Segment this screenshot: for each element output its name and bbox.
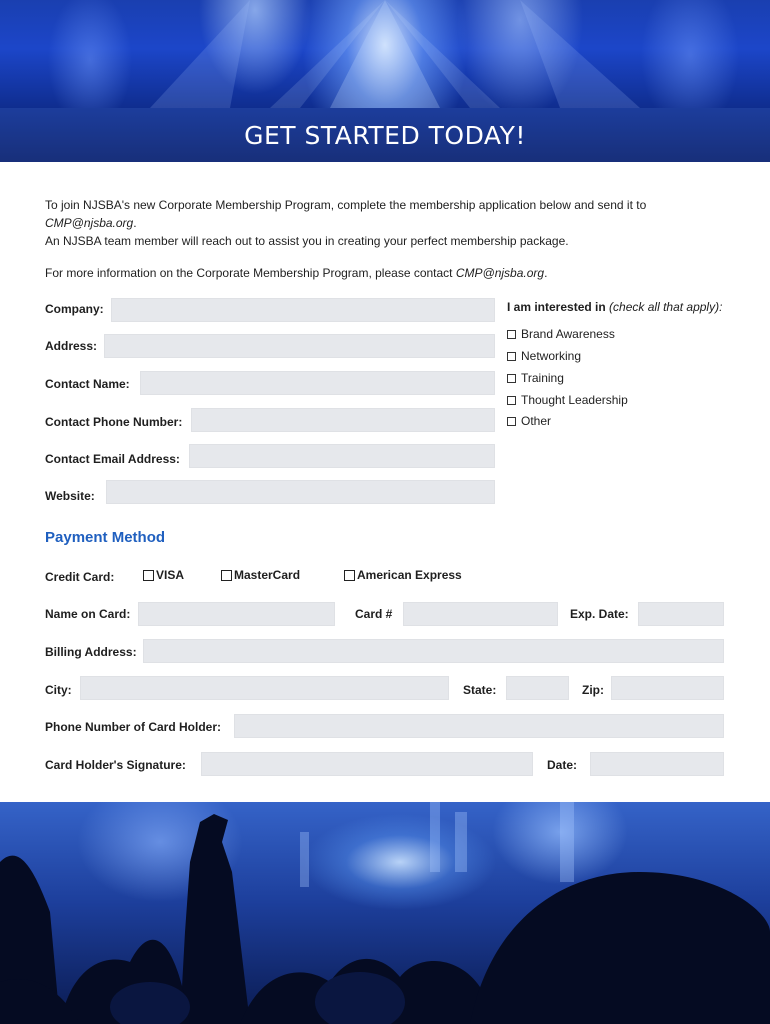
contact-email-field[interactable] — [189, 444, 495, 468]
checkbox-icon[interactable] — [507, 330, 516, 339]
interest-option-label: Brand Awareness — [521, 327, 615, 341]
company-label: Company: — [45, 302, 104, 316]
checkbox-icon[interactable] — [143, 570, 154, 581]
holder-phone-field[interactable] — [234, 714, 724, 738]
crowd-silhouette-graphic — [0, 802, 770, 1024]
interests-heading-note: (check all that apply): — [609, 300, 723, 314]
card-option-mastercard[interactable] — [221, 568, 300, 582]
checkbox-icon[interactable] — [507, 352, 516, 361]
interest-option-networking[interactable] — [507, 349, 581, 363]
website-label: Website: — [45, 489, 95, 503]
interest-option-label: Thought Leadership — [521, 393, 628, 407]
hero-image — [0, 0, 770, 108]
page-title: GET STARTED TODAY! — [244, 120, 526, 150]
intro-paragraph-2 — [45, 264, 735, 282]
contact-name-field[interactable] — [140, 371, 495, 395]
city-label: City: — [45, 683, 72, 697]
city-field[interactable] — [80, 676, 449, 700]
interest-option-brand-awareness[interactable] — [507, 327, 615, 341]
interest-option-label: Training — [521, 371, 564, 385]
signature-label: Card Holder's Signature: — [45, 758, 186, 772]
intro-line2-text: An NJSBA team member will reach out to assist you in creating your perfect membership package. — [45, 234, 569, 248]
billing-address-field[interactable] — [143, 639, 724, 663]
intro-line1-suffix: . — [133, 216, 137, 230]
interest-option-label: Other — [521, 414, 552, 428]
interests-heading — [507, 300, 722, 314]
contact-email-link[interactable]: CMP@njsba.org — [455, 266, 545, 280]
holder-phone-label: Phone Number of Card Holder: — [45, 720, 222, 734]
intro-line3-suffix: . — [544, 266, 548, 280]
date-label: Date: — [547, 758, 578, 772]
billing-address-label: Billing Address: — [45, 645, 137, 659]
website-field[interactable] — [106, 480, 495, 504]
state-field[interactable] — [506, 676, 569, 700]
card-number-label: Card # — [355, 607, 393, 621]
credit-card-label: Credit Card: — [45, 570, 115, 584]
address-label: Address: — [45, 339, 98, 353]
stage-lights-graphic — [0, 0, 770, 108]
contact-phone-field[interactable] — [191, 408, 495, 432]
exp-date-label: Exp. Date: — [570, 607, 629, 621]
date-field[interactable] — [590, 752, 724, 776]
exp-date-field[interactable] — [638, 602, 724, 626]
card-option-american-express[interactable] — [344, 568, 462, 582]
interests-heading-bold: I am interested in — [507, 300, 606, 314]
card-option-label: VISA — [156, 568, 185, 582]
address-field[interactable] — [104, 334, 495, 358]
signature-field[interactable] — [201, 752, 533, 776]
intro-line1-text: To join NJSBA's new Corporate Membership Program, complete the membership application below and send it to — [45, 198, 647, 212]
card-option-visa[interactable] — [143, 568, 184, 582]
checkbox-icon[interactable] — [507, 417, 516, 426]
zip-label: Zip: — [582, 683, 604, 697]
contact-phone-label: Contact Phone Number: — [45, 415, 183, 429]
name-on-card-field[interactable] — [138, 602, 335, 626]
payment-method-heading: Payment Method — [45, 529, 166, 546]
title-banner — [0, 108, 770, 162]
zip-field[interactable] — [611, 676, 724, 700]
checkbox-icon[interactable] — [507, 374, 516, 383]
interest-option-label: Networking — [521, 349, 582, 363]
state-label: State: — [463, 683, 497, 697]
intro-email-link[interactable]: CMP@njsba.org — [45, 216, 134, 230]
card-number-field[interactable] — [403, 602, 558, 626]
checkbox-icon[interactable] — [221, 570, 232, 581]
interest-option-training[interactable] — [507, 371, 564, 385]
intro-line3-text: For more information on the Corporate Membership Program, please contact — [45, 266, 456, 280]
card-option-label: MasterCard — [234, 568, 301, 582]
checkbox-icon[interactable] — [507, 396, 516, 405]
interest-option-other[interactable] — [507, 414, 551, 428]
name-on-card-label: Name on Card: — [45, 607, 131, 621]
concert-crowd-image — [0, 802, 770, 1024]
intro-text — [45, 196, 735, 282]
intro-paragraph-1 — [45, 196, 735, 250]
company-field[interactable] — [111, 298, 495, 322]
contact-email-label: Contact Email Address: — [45, 452, 180, 466]
checkbox-icon[interactable] — [344, 570, 355, 581]
interest-option-thought-leadership[interactable] — [507, 393, 628, 407]
contact-name-label: Contact Name: — [45, 377, 130, 391]
card-option-label: American Express — [357, 568, 462, 582]
